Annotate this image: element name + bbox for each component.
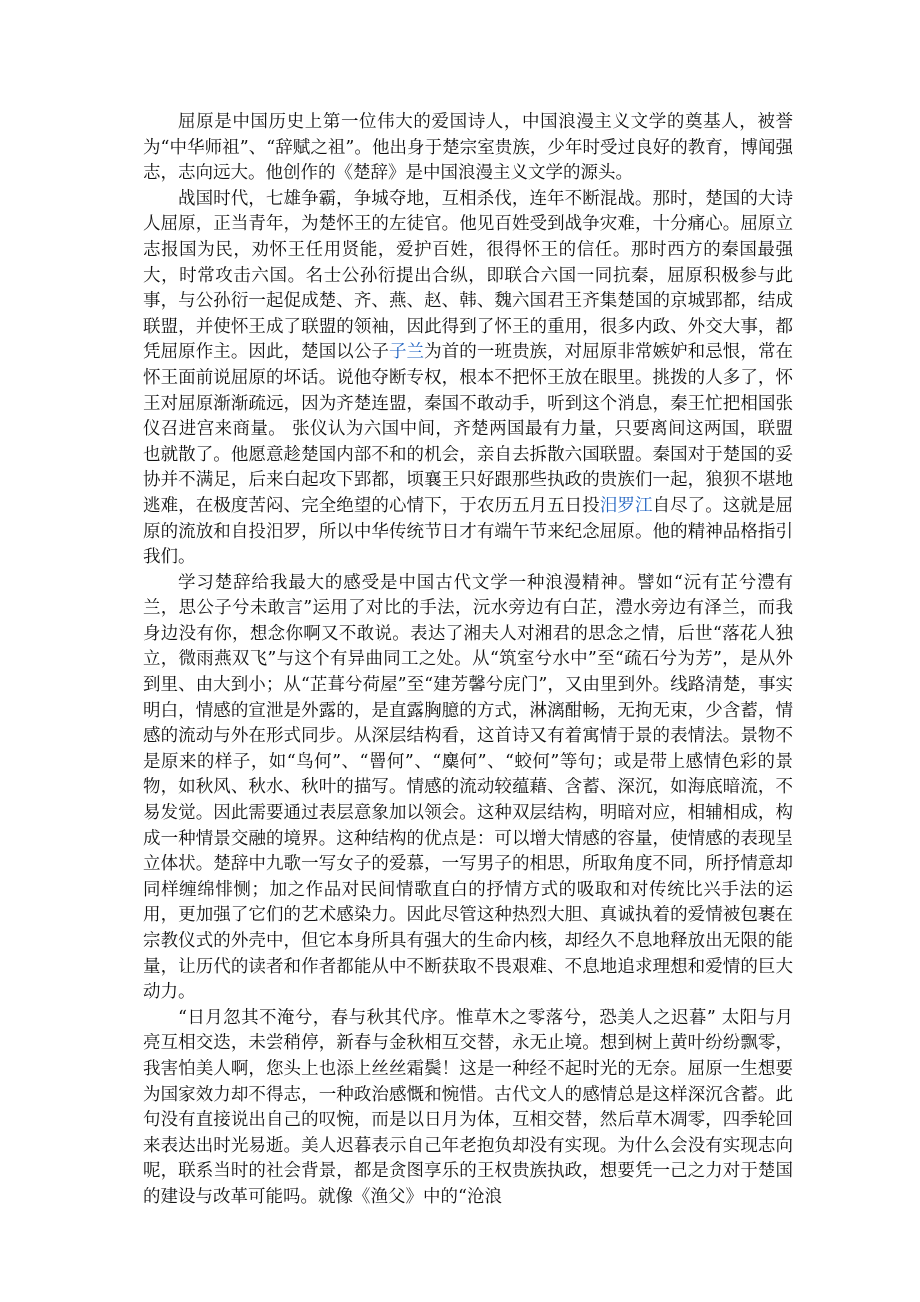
link-zilan[interactable]: 子兰 [388,342,425,363]
paragraph-history [143,187,793,571]
paragraph-quote-analysis: “日月忽其不淹兮，春与秋其代序。惟草木之零落兮，恐美人之迟暮” 太阳与月亮互相交迭，未尝稍停，新春与金秋相互交替，永无止境。想到树上黄叶纷纷飘零，我害怕美人啊，您头上也添上丝丝霜鬓！这是一种经不起时光的无奈。屈原一生想要为国家效力却不得志，一种政治感慨和惋惜。古代文人的感情总是这样深沉含蓄。此句没有直接说出自己的叹惋，而是以日月为体，互相交替，然后草木凋零，四季轮回来表达出时光易逝。美人迟暮表示自己年老抱负却没有实现。为什么会没有实现志向呢，联系当时的社会背景，都是贪图享乐的王权贵族执政，想要凭一己之力对于楚国的建设与改革可能吗。就像《渔父》中的“沧浪 [143,1007,793,1207]
history-text-part-2: 为首的一班贵族，对屈原非常嫉妒和忌恨，常在怀王面前说屈原的坏话。说他夺断专权，根本不把怀王放在眼里。挑拨的人多了，怀王对屈原渐渐疏远，因为齐楚连盟，秦国不敢动手，听到这个消息，秦王忙把相国张仪召进宫来商量。 张仪认为六国中间，齐楚两国最有力量，只要离间这两国，联盟也就散了。他愿意趁楚国内部不和的机会，亲自去拆散六国联盟。秦国对于楚国的妥协并不满足，后来白起攻下郢都，顷襄王只好跟那些执政的贵族们一起，狼狈不堪地逃难，在极度苦闷、完全绝望的心情下，于农历五月五日投 [143,342,794,516]
link-miluo-river[interactable]: 汨罗江 [599,495,653,516]
body-text [143,110,793,1211]
history-text-part-3: 自尽了。这就是屈原的流放和自投汨罗，所以中华传统节日才有端午节来纪念屈原。他的精神品格指引我们。 [143,495,794,568]
paragraph-intro: 屈原是中国历史上第一位伟大的爱国诗人，中国浪漫主义文学的奠基人，被誉为“中华师祖”、“辞赋之祖”。他出身于楚宗室贵族，少年时受过良好的教育，博闻强志，志向远大。他创作的《楚辞》是中国浪漫主义文学的源头。 [143,112,793,184]
history-text-part-1: 战国时代，七雄争霸，争城夺地，互相杀伐，连年不断混战。那时，楚国的大诗人屈原，正当青年，为楚怀王的左徒官。他见百姓受到战争灾难，十分痛心。屈原立志报国为民，劝怀王任用贤能，爱护百姓，很得怀王的信任。那时西方的秦国最强大，时常攻击六国。名士公孙衍提出合纵，即联合六国一同抗秦，屈原积极参与此事，与公孙衍一起促成楚、齐、燕、赵、韩、魏六国君王齐集楚国的京城郢都，结成联盟，并使怀王成了联盟的领袖，因此得到了怀王的重用，很多内政、外交大事，都凭屈原作主。因此，楚国以公子 [143,188,793,363]
paragraph-chuci-analysis: 学习楚辞给我最大的感受是中国古代文学一种浪漫精神。譬如“沅有芷兮澧有兰，思公子兮未敢言”运用了对比的手法，沅水旁边有白芷，澧水旁边有泽兰，而我身边没有你，想念你啊又不敢说。表达了湘夫人对湘君的思念之情，后世“落花人独立，微雨燕双飞”与这个有异曲同工之处。从“筑室兮水中”至“疏石兮为芳”，是从外到里、由大到小；从“芷葺兮荷屋”至“建芳馨兮庑门”，又由里到外。线路清楚，事实明白，情感的宣泄是外露的，是直露胸臆的方式，淋漓酣畅，无拘无束，少含蓄，情感的流动与外在形式同步。从深层结构看，这首诗又有着寓情于景的表情法。景物不是原来的样子，如“鸟何”、“罾何”、“麋何”、“蛟何”等句；或是带上感情色彩的景物，如秋风、秋水、秋叶的描写。情感的流动较蕴藉、含蓄、深沉，如海底暗流，不易发觉。因此需要通过表层意象加以领会。这种双层结构，明暗对应，相辅相成，构成一种情景交融的境界。这种结构的优点是：可以增大情感的容量，使情感的表现呈立体状。楚辞中九歌一写女子的爱慕，一写男子的相思，所取角度不同，所抒情意却同样缠绵悱恻；加之作品对民间情歌直白的抒情方式的吸取和对传统比兴手法的运用，更加强了它们的艺术感染力。因此尽管这种热烈大胆、真诚执着的爱情被包裹在宗教仪式的外壳中，但它本身所具有强大的生命内核，却经久不息地释放出无限的能量，让历代的读者和作者都能从中不断获取不畏艰难、不息地追求理想和爱情的巨大动力。 [143,572,793,1003]
